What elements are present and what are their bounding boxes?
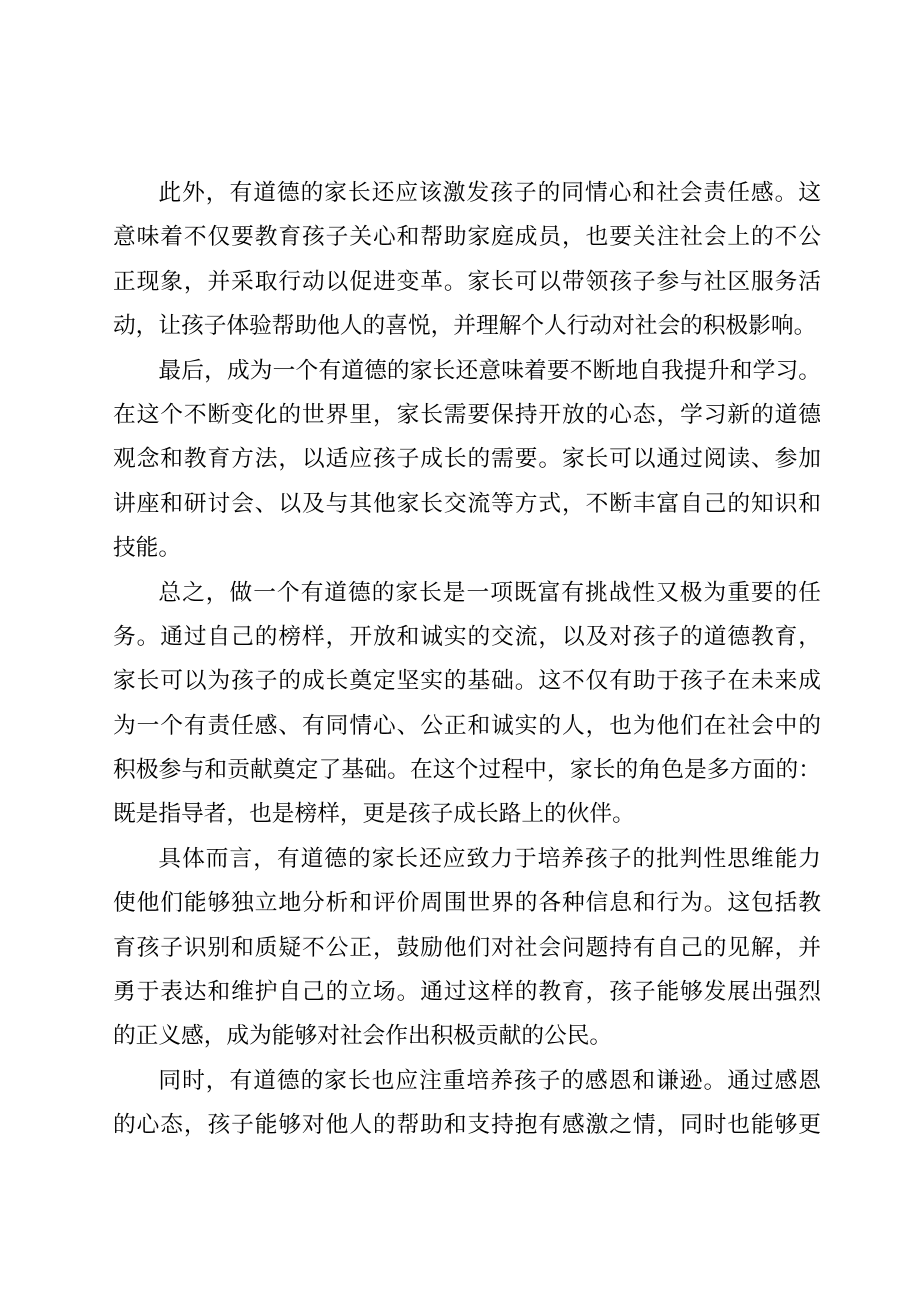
text-line: 为一个有责任感、有同情心、公正和诚实的人，也为他们在社会中的 <box>113 711 821 738</box>
text-line: 积极参与和贡献奠定了基础。在这个过程中，家长的角色是多方面的： <box>113 756 821 783</box>
paragraph <box>113 836 821 1058</box>
text-line: 意味着不仅要教育孩子关心和帮助家庭成员，也要关注社会上的不公 <box>113 223 821 250</box>
text-line: 具体而言，有道德的家长还应致力于培养孩子的批判性思维能力 <box>158 844 821 871</box>
text-line: 家长可以为孩子的成长奠定坚实的基础。这不仅有助于孩子在未来成 <box>113 667 821 694</box>
text-line: 动，让孩子体验帮助他人的喜悦，并理解个人行动对社会的积极影响。 <box>113 312 817 339</box>
text-line: 此外，有道德的家长还应该激发孩子的同情心和社会责任感。这 <box>158 179 821 205</box>
text-line: 既是指导者，也是榜样，更是孩子成长路上的伙伴。 <box>113 800 635 827</box>
text-line: 讲座和研讨会、以及与其他家长交流等方式，不断丰富自己的知识和 <box>113 489 821 516</box>
text-line: 勇于表达和维护自己的立场。通过这样的教育，孩子能够发展出强烈 <box>113 978 821 1005</box>
text-line: 务。通过自己的榜样，开放和诚实的交流，以及对孩子的道德教育， <box>113 622 821 649</box>
text-line: 的正义感，成为能够对社会作出积极贡献的公民。 <box>113 1022 613 1049</box>
text-line: 正现象，并采取行动以促进变革。家长可以带领孩子参与社区服务活 <box>113 267 821 294</box>
text-line: 在这个不断变化的世界里，家长需要保持开放的心态，学习新的道德 <box>113 400 821 427</box>
text-line: 技能。 <box>113 534 182 561</box>
text-line: 育孩子识别和质疑不公正，鼓励他们对社会问题持有自己的见解，并 <box>113 933 821 960</box>
document-body <box>113 170 821 1147</box>
paragraph <box>113 170 821 348</box>
text-line: 的心态，孩子能够对他人的帮助和支持抱有感激之情，同时也能够更 <box>113 1111 821 1138</box>
paragraph <box>113 570 821 836</box>
text-line: 总之，做一个有道德的家长是一项既富有挑战性又极为重要的任 <box>158 578 821 605</box>
paragraph <box>113 1058 821 1147</box>
text-line: 观念和教育方法，以适应孩子成长的需要。家长可以通过阅读、参加 <box>113 445 821 472</box>
paragraph <box>113 348 821 570</box>
text-line: 同时，有道德的家长也应注重培养孩子的感恩和谦逊。通过感恩 <box>158 1066 821 1093</box>
text-line: 最后，成为一个有道德的家长还意味着要不断地自我提升和学习。 <box>158 356 821 383</box>
text-line: 使他们能够独立地分析和评价周围世界的各种信息和行为。这包括教 <box>113 889 821 916</box>
